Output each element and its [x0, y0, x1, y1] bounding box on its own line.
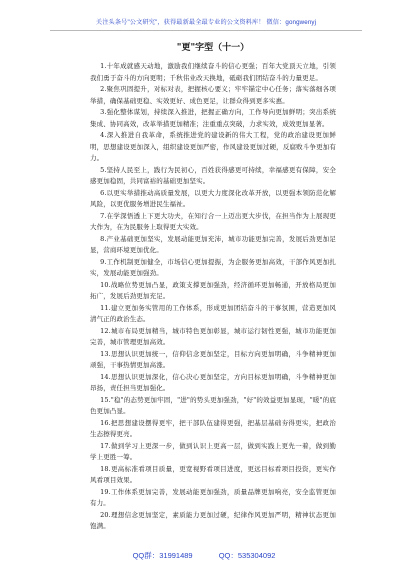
- paragraph-item: 5.坚持人民至上，践行为民初心，百姓获得感更可持续，幸福感更有保障，安全感更加稳固，共同富裕的基础更加坚实。: [90, 165, 336, 185]
- document-title: "更"字型（十一）: [176, 43, 250, 53]
- paragraph-item: 15."稳"的态势更加牢固，"进"的势头更加强劲，"好"的效益更加显现，"暖"的底色更加凸显。: [90, 395, 336, 415]
- paragraph-list: [90, 61, 336, 533]
- paragraph-item: 13.思想认识更加统一，信仰信念更加坚定，目标方向更加明确，斗争精神更加顽强，干事热情更加高涨。: [90, 349, 336, 369]
- paragraph-item: 17.做到学习上更深一步，做到认识上更高一层，做到实践上更先一着，做到勤学上更胜一筹。: [90, 441, 336, 461]
- paragraph-item: 10.战略位势更加凸显，政策支撑更加强劲，经济循环更加畅通，开放格局更加拓广，发展后劲更加充足。: [90, 280, 336, 300]
- paragraph-item: 6.以更实举措推动高质量发展，以更大力度深化改革开放，以更强本领防范化解风险，以更优服务增进民生福祉。: [90, 188, 336, 208]
- paragraph-item: 2.聚焦巩固提升，对标对表，把握核心要义；牢牢锚定中心任务；落实落细各项举措，确保基础更稳、实效更好、成色更足，让群众得到更多实惠。: [90, 85, 336, 105]
- footer-qq-group: QQ群：31991489: [132, 551, 193, 560]
- paragraph-item: 7.在学深悟透上下更大功夫，在知行合一上迈出更大步伐，在担当作为上展现更大作为，在为民服务上取得更大实效。: [90, 211, 336, 231]
- paragraph-item: 9.工作机制更加健全，市场信心更加提振，为企服务更加高效，干部作风更加扎实，发展动能更加强劲。: [90, 257, 336, 277]
- paragraph-item: 3.强化整体谋划，持续深入推进，把握正确方向，工作导向更加鲜明；突出系统集成、协同高效，改革举措更加精准；注重重点突破，力求实效，成效更加显著。: [90, 108, 336, 128]
- paragraph-item: 19.工作体系更加完善，发展动能更加强劲，质量品牌更加响亮，安全监管更加有力。: [90, 487, 336, 507]
- paragraph-item: 16.把思想建设摆得更牢，把干部队伍建得更强，把基层基础夯得更实，把政治生态擦得更亮。: [90, 418, 336, 438]
- paragraph-item: 4.深入推进自我革命，系统推进党的建设新的伟大工程，党的政治建设更加鲜明，思想建设更加深入，组织建设更加严密，作风建设更加过硬，反腐败斗争更加有力。: [90, 131, 336, 162]
- paragraph-item: 20.理想信念更加坚定，素质能力更加过硬，纪律作风更加严明，精神状态更加饱满。: [90, 510, 336, 530]
- paragraph-item: 18.更高标准看项目质量，更宽视野看项目进度，更远目标看项目投资，更实作风看项目效果。: [90, 464, 336, 484]
- paragraph-item: 11.建立更加务实管用的工作体系，形成更加团结奋斗的干事氛围，营造更加风清气正的政治生态。: [90, 303, 336, 323]
- paragraph-item: 14.思想认识更加深化，信心决心更加坚定，方向目标更加明确，斗争精神更加昂扬，责任担当更加强化。: [90, 372, 336, 392]
- footer-qq: QQ：535304092: [218, 551, 276, 560]
- paragraph-item: 12.城市布局更加精当，城市特色更加彰显，城市运行韧性更强，城市功能更加完善，城市管理更加高效。: [90, 326, 336, 346]
- footer-contact: [0, 550, 408, 562]
- header-banner: 关注头条号"公文研究"，获得最新最全最专业的公文资料库！ 微信：gongwenyj: [50, 16, 362, 31]
- paragraph-item: 1.十年成就感天动地，激励我们继续奋斗的信心更强；百年大党顶天立地，引领我们勇于奋斗的方向更明；千秋伟业改天换地，砥砺我们团结奋斗的力量更足。: [90, 62, 336, 82]
- document-body: [90, 38, 336, 533]
- paragraph-item: 8.产业基础更加坚实，发展动能更加充沛，城市功能更加完善，发展后劲更加足显，营商环境更加优化。: [90, 234, 336, 254]
